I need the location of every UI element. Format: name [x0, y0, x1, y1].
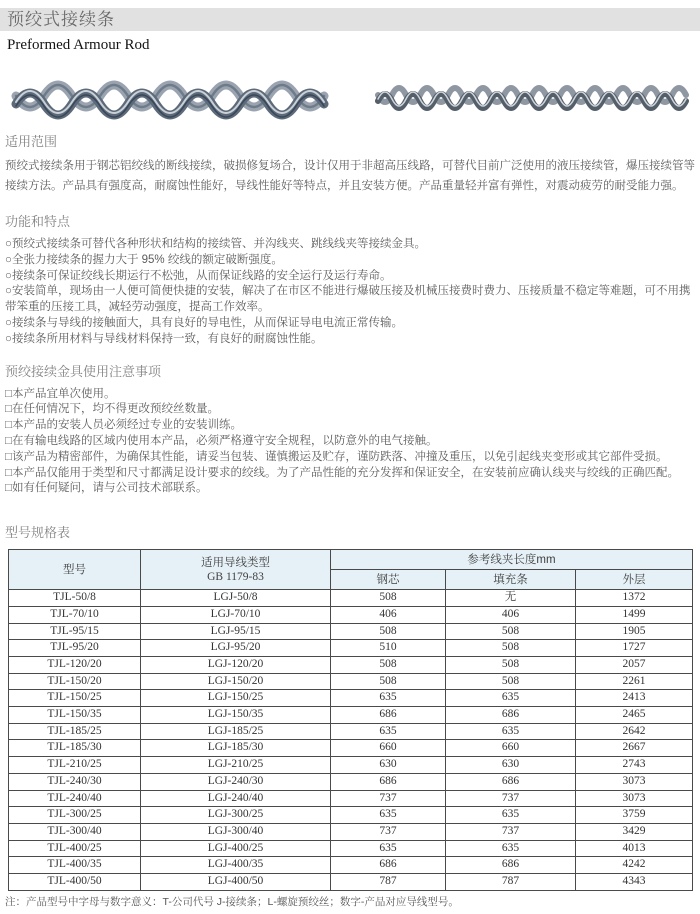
table-row	[9, 857, 693, 874]
table-cell: 510	[331, 640, 446, 657]
table-cell: 1499	[576, 606, 693, 623]
table-cell: 787	[331, 874, 446, 891]
armour-rod-photo-thick-spiral	[10, 78, 330, 122]
table-cell: TJL-150/35	[9, 707, 141, 724]
column-header-steel-core: 钢芯	[331, 570, 446, 590]
table-cell: TJL-95/20	[9, 640, 141, 657]
table-cell: 787	[446, 874, 576, 891]
table-cell: 635	[446, 690, 576, 707]
notes-list	[5, 387, 695, 498]
column-header-conductor	[141, 550, 331, 590]
table-row	[9, 590, 693, 607]
table-cell: 3073	[576, 773, 693, 790]
table-cell: 3759	[576, 807, 693, 824]
table-cell: TJL-95/15	[9, 623, 141, 640]
section-heading-notes: 预绞接续金具使用注意事项	[5, 363, 162, 379]
table-cell: 660	[446, 740, 576, 757]
table-cell: LGJ-185/25	[141, 723, 331, 740]
table-cell: LGJ-400/35	[141, 857, 331, 874]
table-row	[9, 874, 693, 891]
page-title-bar	[0, 8, 700, 31]
table-row	[9, 824, 693, 841]
section-heading-scope: 适用范围	[5, 134, 58, 149]
table-cell: TJL-400/25	[9, 840, 141, 857]
table-cell: TJL-120/20	[9, 656, 141, 673]
table-cell: 1727	[576, 640, 693, 657]
table-cell: 508	[446, 656, 576, 673]
table-cell: 2743	[576, 757, 693, 774]
bullet-item: □如有任何疑问，请与公司技术部联系。	[5, 482, 208, 495]
table-cell: LGJ-95/15	[141, 623, 331, 640]
table-cell: 508	[446, 623, 576, 640]
table-cell: 2261	[576, 673, 693, 690]
table-cell: 3073	[576, 790, 693, 807]
table-cell: 635	[331, 840, 446, 857]
table-cell: 406	[446, 606, 576, 623]
table-cell: LGJ-150/35	[141, 707, 331, 724]
bullet-item: □在任何情况下，均不得更改预绞丝数量。	[5, 403, 219, 416]
bullet-item: ○预绞式接续条可替代各种形状和结构的接续管、并沟线夹、跳线线夹等接续金具。	[5, 238, 426, 250]
table-cell: 686	[446, 773, 576, 790]
spec-table	[8, 549, 693, 891]
column-header-model: 型号	[9, 550, 141, 590]
bullet-item: □本产品仅能用于类型和尺寸都满足设计要求的绞线。为了产品性能的充分发挥和保证安全，在安装前应确认线夹与绞线的正确匹配。	[5, 466, 679, 479]
table-row	[9, 840, 693, 857]
table-cell: 737	[446, 790, 576, 807]
table-cell: 1372	[576, 590, 693, 607]
table-cell: 635	[446, 840, 576, 857]
table-cell: TJL-185/30	[9, 740, 141, 757]
table-cell: 737	[331, 824, 446, 841]
table-cell: TJL-70/10	[9, 606, 141, 623]
table-row	[9, 606, 693, 623]
table-cell: TJL-400/35	[9, 857, 141, 874]
table-cell: TJL-185/25	[9, 723, 141, 740]
spec-table-header-row-1	[9, 550, 693, 570]
table-cell: TJL-300/40	[9, 824, 141, 841]
table-cell: 635	[446, 723, 576, 740]
table-row	[9, 640, 693, 657]
table-cell: 686	[446, 857, 576, 874]
table-cell: LGJ-95/20	[141, 640, 331, 657]
table-cell: 3429	[576, 824, 693, 841]
table-cell: 4343	[576, 874, 693, 891]
table-cell: 737	[331, 790, 446, 807]
table-cell: TJL-240/40	[9, 790, 141, 807]
table-cell: 2057	[576, 656, 693, 673]
table-cell: 4242	[576, 857, 693, 874]
table-cell: LGJ-240/40	[141, 790, 331, 807]
column-header-clamp-length-group: 参考线夹长度mm	[331, 550, 693, 570]
bullet-item: □本产品宜单次使用。	[5, 387, 116, 400]
table-row	[9, 707, 693, 724]
table-cell: 4013	[576, 840, 693, 857]
table-cell: LGJ-50/8	[141, 590, 331, 607]
column-header-conductor-line2: GB 1179-83	[207, 570, 264, 583]
table-cell: TJL-210/25	[9, 757, 141, 774]
table-cell: LGJ-150/25	[141, 690, 331, 707]
table-cell: LGJ-300/40	[141, 824, 331, 841]
table-cell: 686	[331, 857, 446, 874]
table-cell: LGJ-240/30	[141, 773, 331, 790]
table-cell: 686	[446, 707, 576, 724]
table-cell: LGJ-150/20	[141, 673, 331, 690]
column-header-outer-layer: 外层	[576, 570, 693, 590]
table-cell: LGJ-400/25	[141, 840, 331, 857]
table-cell: 508	[331, 623, 446, 640]
table-cell: 635	[331, 723, 446, 740]
bullet-item: □该产品为精密部件，为确保其性能，请妥当包装、谨慎搬运及贮存，谨防跌落、冲撞及重压，以免引起线夹变形或其它部件受损。	[5, 450, 668, 463]
table-cell: 2642	[576, 723, 693, 740]
table-cell: 508	[446, 673, 576, 690]
table-cell: 635	[331, 690, 446, 707]
table-cell: 630	[331, 757, 446, 774]
table-row	[9, 807, 693, 824]
table-cell: 686	[331, 707, 446, 724]
table-row	[9, 790, 693, 807]
table-row	[9, 656, 693, 673]
table-cell: TJL-150/25	[9, 690, 141, 707]
spec-table-body	[9, 590, 693, 891]
section-heading-spec: 型号规格表	[5, 525, 71, 541]
section-heading-features: 功能和特点	[5, 214, 71, 229]
table-cell: 2465	[576, 707, 693, 724]
table-cell: 508	[331, 673, 446, 690]
scope-paragraph: 预绞式接续条用于钢芯铝绞线的断线接续，破损修复场合，设计仅用于非超高压线路，可替代目前广泛使用的液压接续管，爆压接续管等接续方法。产品具有强度高，耐腐蚀性能好，导线性能好等特点，并且安装方便。产品重量轻并富有弹性，对震动疲劳的耐受能力强。	[5, 160, 695, 192]
table-cell: TJL-300/25	[9, 807, 141, 824]
table-cell: 508	[331, 590, 446, 607]
table-cell: 508	[446, 640, 576, 657]
table-row	[9, 623, 693, 640]
page-title-english: Preformed Armour Rod	[7, 37, 150, 53]
bullet-item: ○接续条可保证绞线长期运行不松弛，从而保证线路的安全运行及运行寿命。	[5, 269, 392, 282]
table-cell: 686	[331, 773, 446, 790]
page-title: 预绞式接续条	[7, 10, 115, 29]
table-row	[9, 723, 693, 740]
table-cell: LGJ-400/50	[141, 874, 331, 891]
table-row	[9, 740, 693, 757]
bullet-item: ○接续条所用材料与导线材料保持一致，有良好的耐腐蚀性能。	[5, 332, 323, 345]
table-cell: 635	[331, 807, 446, 824]
bullet-item: ○安装简单，现场由一人便可简便快捷的安装，解决了在市区不能进行爆破压接及机械压接费时费力、压接质量不稳定等难题，可不用携带笨重的压接工具，减轻劳动强度，提高工作效率。	[5, 285, 691, 314]
table-cell: 630	[446, 757, 576, 774]
table-cell: LGJ-70/10	[141, 606, 331, 623]
bullet-item: ○接续条与导线的接触面大，具有良好的导电性，从而保证导电电流正常传输。	[5, 316, 403, 329]
table-cell: TJL-400/50	[9, 874, 141, 891]
table-cell: 406	[331, 606, 446, 623]
column-header-filler: 填充条	[446, 570, 576, 590]
table-cell: LGJ-120/20	[141, 656, 331, 673]
armour-rod-photo-thin-spiral	[372, 82, 692, 118]
table-row	[9, 757, 693, 774]
column-header-conductor-line1: 适用导线类型	[201, 556, 270, 569]
table-cell: LGJ-300/25	[141, 807, 331, 824]
table-cell: 508	[331, 656, 446, 673]
bullet-item: □本产品的安装人员必须经过专业的安装训练。	[5, 419, 242, 432]
table-cell: 1905	[576, 623, 693, 640]
bullet-item: □在有输电线路的区域内使用本产品，必须严格遵守安全规程，以防意外的电气接触。	[5, 434, 438, 447]
table-cell: TJL-50/8	[9, 590, 141, 607]
table-cell: TJL-150/20	[9, 673, 141, 690]
product-photos	[10, 78, 700, 122]
table-cell: 2667	[576, 740, 693, 757]
table-cell: 无	[446, 590, 576, 607]
features-list	[5, 237, 695, 348]
bullet-item: ○全张力接续条的握力大于 95% 绞线的额定破断强度。	[5, 253, 283, 266]
table-cell: 737	[446, 824, 576, 841]
page	[0, 8, 700, 908]
table-cell: 660	[331, 740, 446, 757]
table-cell: 635	[446, 807, 576, 824]
table-row	[9, 690, 693, 707]
table-cell: TJL-240/30	[9, 773, 141, 790]
table-cell: LGJ-210/25	[141, 757, 331, 774]
table-cell: 2413	[576, 690, 693, 707]
table-cell: LGJ-185/30	[141, 740, 331, 757]
table-row	[9, 673, 693, 690]
footnote: 注：产品型号中字母与数字意义：T-公司代号 J-接续条；L-螺旋预绞丝；数字-产品对应导线型号。	[5, 895, 459, 908]
table-row	[9, 773, 693, 790]
